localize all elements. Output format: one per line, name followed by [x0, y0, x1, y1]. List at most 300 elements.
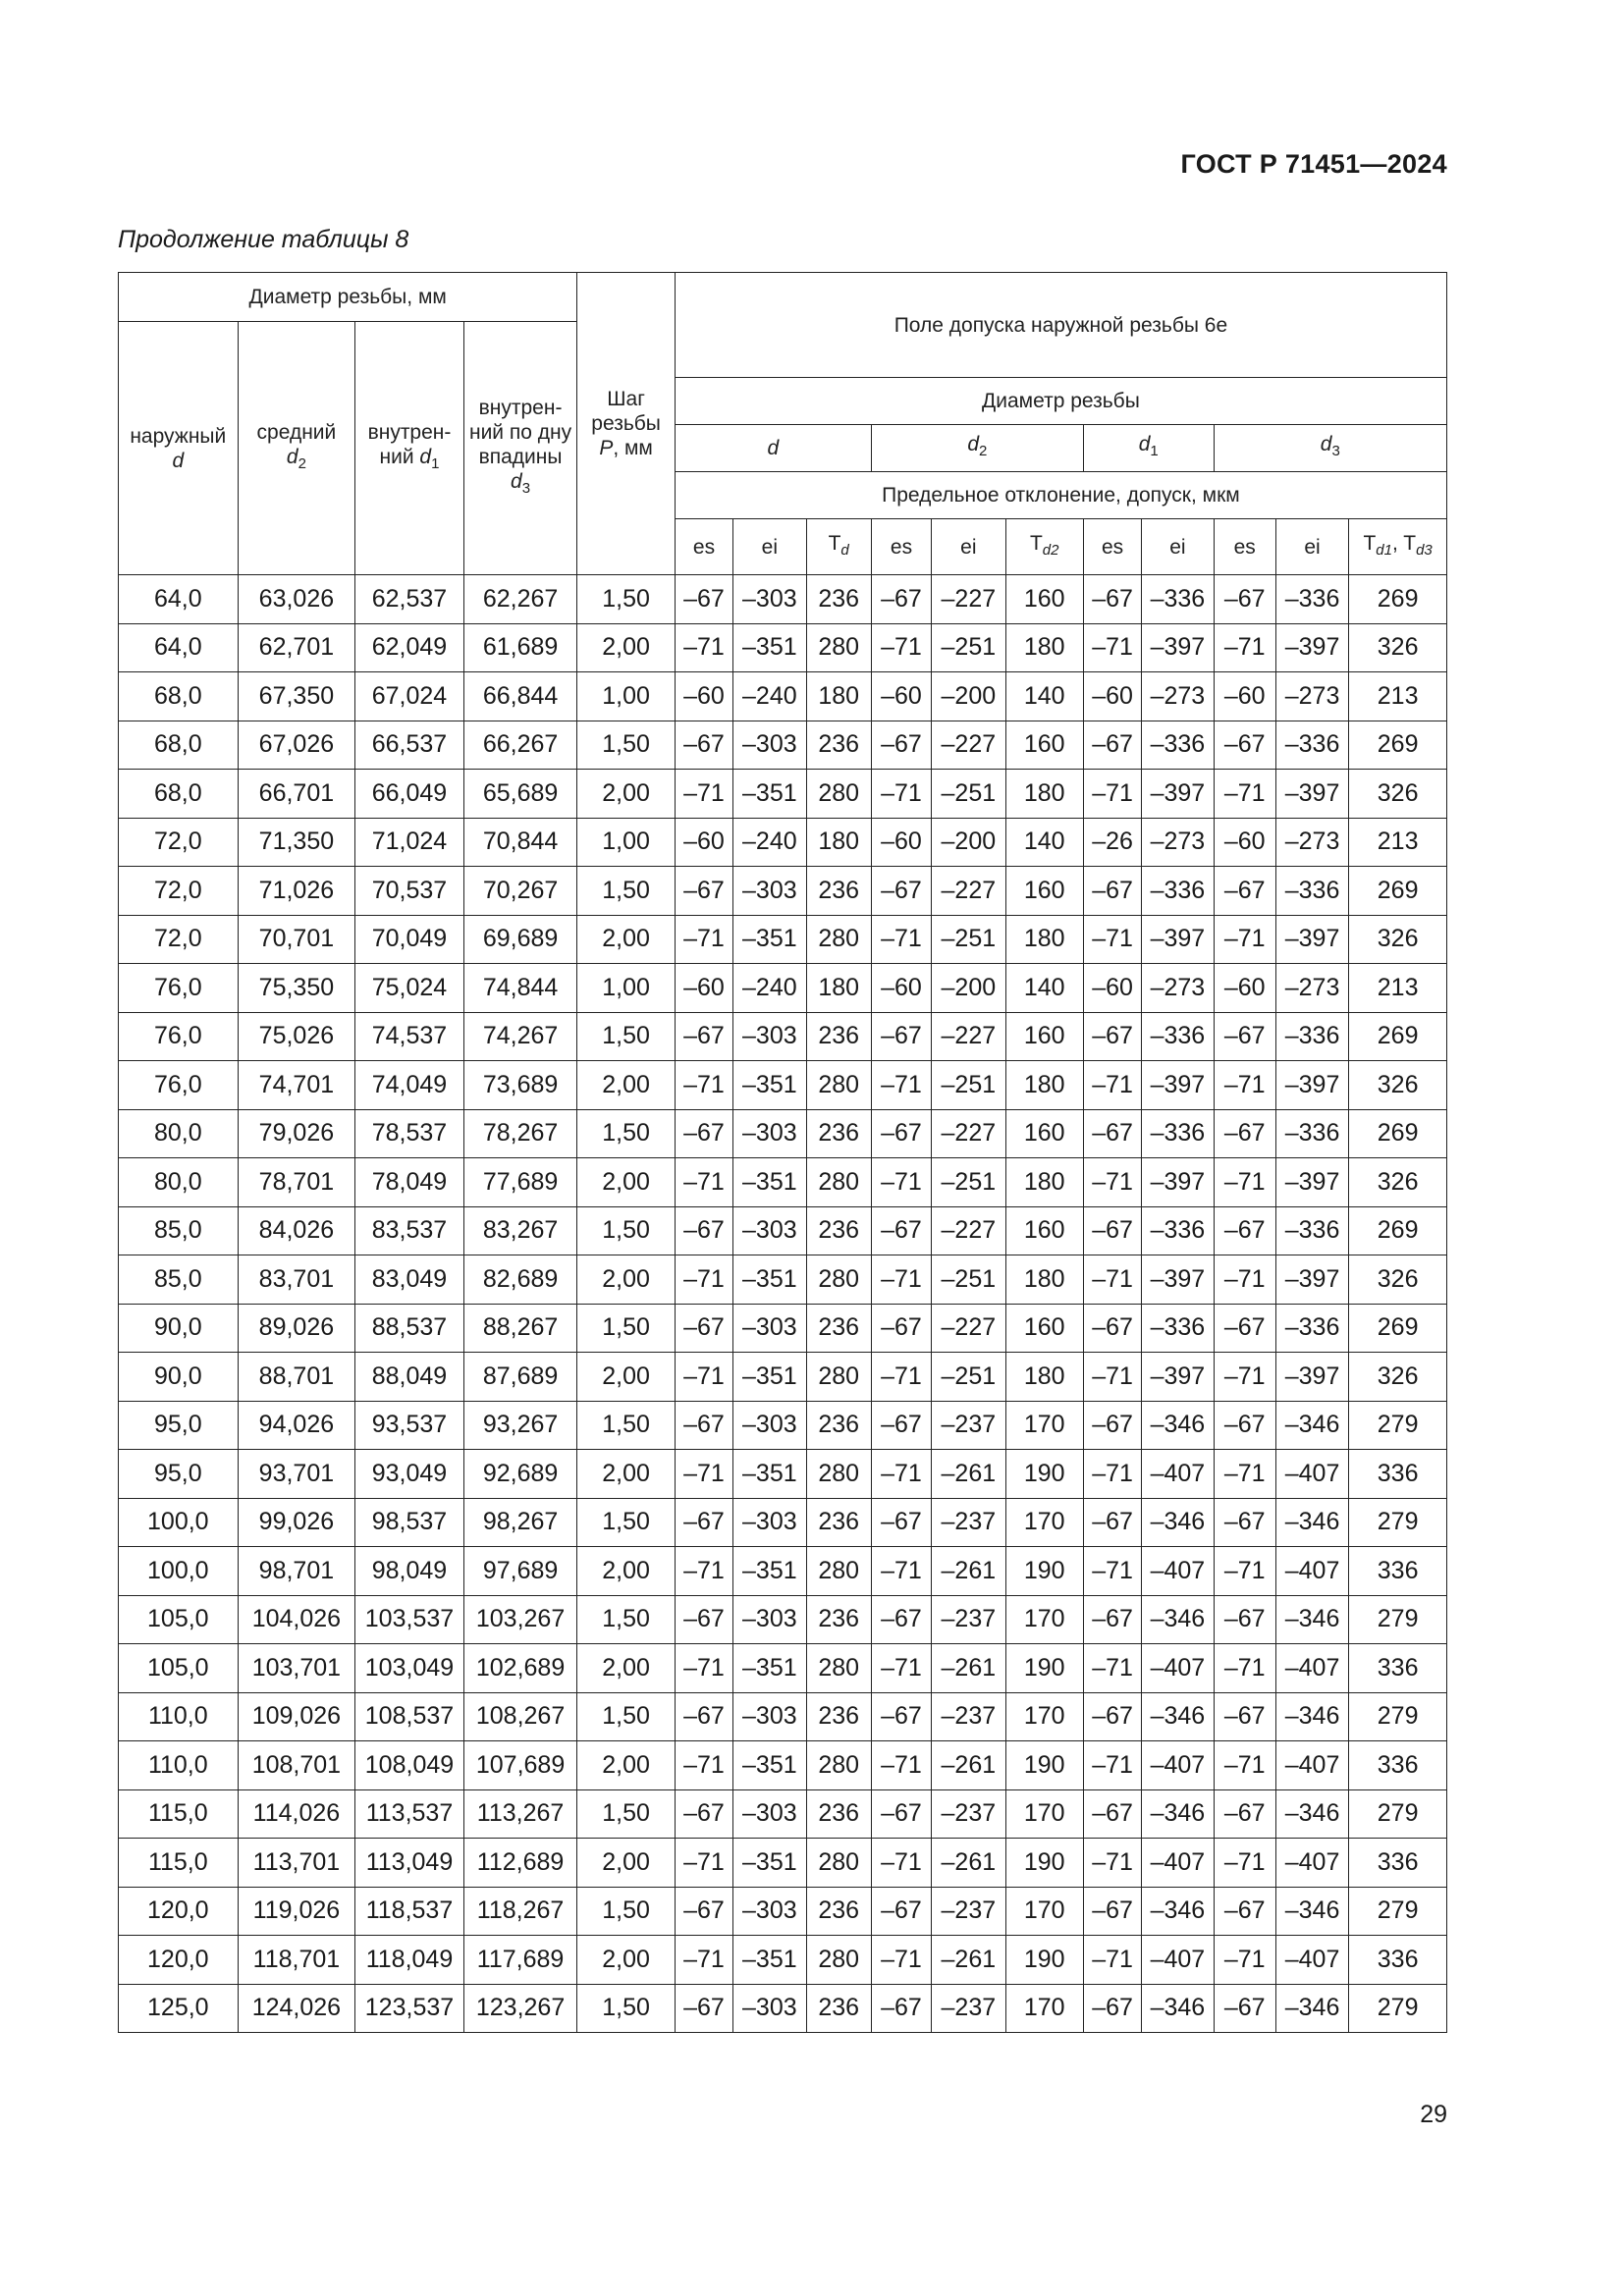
table-cell: –407 [1142, 1450, 1214, 1499]
table-cell: –237 [932, 1887, 1005, 1936]
table-cell: 103,267 [463, 1595, 577, 1644]
table-cell: 72,0 [119, 818, 239, 867]
table-cell: 336 [1349, 1547, 1447, 1596]
table-cell: 1,50 [577, 1789, 676, 1839]
table-cell: –303 [733, 721, 806, 770]
table-cell: –60 [871, 818, 931, 867]
header-middle-sub: 2 [298, 455, 306, 473]
table-cell: –237 [932, 1984, 1005, 2033]
table-cell: 67,350 [238, 672, 355, 721]
table-cell: –336 [1142, 721, 1214, 770]
table-cell: –67 [675, 1692, 732, 1741]
table-cell: –351 [733, 1644, 806, 1693]
header-col-d2-symbol: d [967, 433, 980, 456]
table-cell: –71 [675, 1255, 732, 1305]
table-row [119, 915, 1447, 964]
table-cell: 336 [1349, 1839, 1447, 1888]
table-cell: 1,50 [577, 1401, 676, 1450]
table-cell: –67 [871, 1498, 931, 1547]
table-row [119, 964, 1447, 1013]
header-T-sub: d [840, 542, 849, 560]
table-cell: 68,0 [119, 770, 239, 819]
table-cell: –71 [871, 770, 931, 819]
table-cell: –397 [1142, 770, 1214, 819]
table-cell: –240 [733, 672, 806, 721]
table-cell: 236 [806, 1887, 871, 1936]
table-cell: –351 [733, 1353, 806, 1402]
table-cell: 326 [1349, 1061, 1447, 1110]
table-cell: –71 [1214, 1061, 1275, 1110]
table-cell: –60 [675, 672, 732, 721]
table-cell: 140 [1005, 818, 1083, 867]
table-cell: –67 [675, 1498, 732, 1547]
table-cell: 83,537 [355, 1206, 464, 1255]
table-cell: –336 [1275, 867, 1348, 916]
table-cell: 105,0 [119, 1595, 239, 1644]
table-row [119, 1692, 1447, 1741]
header-T-letter: T [828, 531, 841, 555]
table-cell: –67 [675, 1109, 732, 1158]
table-cell: –397 [1142, 915, 1214, 964]
table-cell: 125,0 [119, 1984, 239, 2033]
table-cell: 93,267 [463, 1401, 577, 1450]
table-cell: 269 [1349, 721, 1447, 770]
table-cell: –351 [733, 1158, 806, 1207]
table-cell: –71 [1214, 1839, 1275, 1888]
table-cell: –67 [1083, 1206, 1141, 1255]
table-cell: –346 [1275, 1595, 1348, 1644]
header-d1-ei: ei [1142, 519, 1214, 575]
table-cell: 180 [1005, 623, 1083, 672]
table-cell: –60 [675, 964, 732, 1013]
header-pitch [577, 273, 676, 575]
table-cell: 74,267 [463, 1012, 577, 1061]
table-cell: –397 [1142, 1353, 1214, 1402]
table-cell: –351 [733, 770, 806, 819]
table-cell: –346 [1142, 1789, 1214, 1839]
table-cell: 269 [1349, 1012, 1447, 1061]
header-col-d1-sub: 1 [1150, 443, 1159, 460]
table-cell: –67 [1214, 1887, 1275, 1936]
table-row [119, 721, 1447, 770]
table-cell: 140 [1005, 672, 1083, 721]
table-cell: 160 [1005, 721, 1083, 770]
table-cell: 100,0 [119, 1498, 239, 1547]
table-cell: –336 [1275, 1012, 1348, 1061]
table-cell: –67 [1214, 1109, 1275, 1158]
header-outer-symbol: d [172, 449, 185, 472]
table-cell: –351 [733, 1839, 806, 1888]
table-cell: 107,689 [463, 1741, 577, 1790]
table-row [119, 1061, 1447, 1110]
table-cell: 115,0 [119, 1839, 239, 1888]
table-cell: –303 [733, 1206, 806, 1255]
table-cell: –71 [871, 1936, 931, 1985]
table-cell: 113,701 [238, 1839, 355, 1888]
table-cell: 69,689 [463, 915, 577, 964]
table-cell: 1,50 [577, 1692, 676, 1741]
table-cell: –227 [932, 575, 1005, 624]
table-cell: –200 [932, 964, 1005, 1013]
table-cell: –407 [1275, 1644, 1348, 1693]
table-cell: 98,537 [355, 1498, 464, 1547]
table-cell: –397 [1142, 1061, 1214, 1110]
table-cell: 269 [1349, 1109, 1447, 1158]
table-cell: –303 [733, 1692, 806, 1741]
header-T-letter: T [1029, 531, 1043, 555]
table-cell: 1,50 [577, 1206, 676, 1255]
table-cell: –67 [1214, 1206, 1275, 1255]
table-cell: 78,701 [238, 1158, 355, 1207]
table-cell: 2,00 [577, 1061, 676, 1110]
table-cell: 326 [1349, 1353, 1447, 1402]
table-cell: 70,049 [355, 915, 464, 964]
table-row [119, 1984, 1447, 2033]
table-cell: 85,0 [119, 1255, 239, 1305]
table-cell: 236 [806, 1595, 871, 1644]
table-cell: 236 [806, 1692, 871, 1741]
table-cell: –71 [675, 1839, 732, 1888]
table-cell: 280 [806, 915, 871, 964]
table-cell: 170 [1005, 1401, 1083, 1450]
table-cell: –67 [871, 575, 931, 624]
table-cell: –67 [871, 1789, 931, 1839]
table-cell: 110,0 [119, 1741, 239, 1790]
table-cell: 2,00 [577, 1450, 676, 1499]
table-cell: –336 [1142, 1206, 1214, 1255]
table-cell: 1,50 [577, 1595, 676, 1644]
table-row [119, 1644, 1447, 1693]
table-cell: 180 [1005, 770, 1083, 819]
table-cell: 117,689 [463, 1936, 577, 1985]
table-cell: 100,0 [119, 1547, 239, 1596]
table-cell: –71 [871, 1353, 931, 1402]
table-cell: 326 [1349, 623, 1447, 672]
table-cell: 78,537 [355, 1109, 464, 1158]
table-cell: 280 [806, 1450, 871, 1499]
table-cell: –67 [871, 1304, 931, 1353]
table-cell: 236 [806, 1109, 871, 1158]
table-cell: –407 [1275, 1741, 1348, 1790]
standard-number: ГОСТ Р 71451—2024 [1180, 149, 1447, 179]
table-cell: –67 [675, 1595, 732, 1644]
table-cell: 279 [1349, 1595, 1447, 1644]
table-cell: 68,0 [119, 672, 239, 721]
table-cell: 2,00 [577, 1644, 676, 1693]
table-cell: –336 [1142, 1109, 1214, 1158]
table-cell: –397 [1275, 623, 1348, 672]
table-cell: –71 [871, 1644, 931, 1693]
header-d-ei: ei [733, 519, 806, 575]
header-col-d1-symbol: d [1138, 433, 1151, 456]
table-cell: 180 [1005, 1158, 1083, 1207]
table-cell: 120,0 [119, 1887, 239, 1936]
table-cell: 123,537 [355, 1984, 464, 2033]
table-cell: –67 [871, 1887, 931, 1936]
table-cell: 70,844 [463, 818, 577, 867]
header-root-symbol: d [511, 469, 522, 493]
table-cell: –67 [871, 867, 931, 916]
table-cell: 90,0 [119, 1353, 239, 1402]
table-cell: –200 [932, 818, 1005, 867]
table-cell: –251 [932, 1353, 1005, 1402]
table-cell: –227 [932, 1109, 1005, 1158]
table-cell: –273 [1275, 964, 1348, 1013]
header-comma: , [1391, 531, 1404, 555]
table-cell: –261 [932, 1450, 1005, 1499]
table-cell: 2,00 [577, 1547, 676, 1596]
table-cell: 88,701 [238, 1353, 355, 1402]
table-cell: 180 [806, 672, 871, 721]
table-cell: –336 [1142, 575, 1214, 624]
table-cell: –303 [733, 1401, 806, 1450]
table-cell: –67 [675, 1984, 732, 2033]
header-inner-label: внутрен-ний [367, 420, 452, 468]
table-cell: –71 [675, 1158, 732, 1207]
table-cell: –71 [871, 1450, 931, 1499]
table-cell: 98,701 [238, 1547, 355, 1596]
header-middle [238, 322, 355, 575]
table-cell: 170 [1005, 1692, 1083, 1741]
table-cell: –261 [932, 1644, 1005, 1693]
table-cell: –67 [675, 1401, 732, 1450]
table-cell: –251 [932, 623, 1005, 672]
table-cell: 326 [1349, 1158, 1447, 1207]
table-cell: 1,00 [577, 818, 676, 867]
table-cell: –67 [1214, 1984, 1275, 2033]
header-pitch-label: Шаг резьбы [591, 388, 661, 435]
table-row [119, 1109, 1447, 1158]
table-cell: –71 [1083, 1450, 1141, 1499]
table-cell: 1,50 [577, 1109, 676, 1158]
table-cell: 280 [806, 1353, 871, 1402]
table-cell: 77,689 [463, 1158, 577, 1207]
table-cell: –397 [1275, 915, 1348, 964]
table-cell: 236 [806, 1012, 871, 1061]
table-cell: –346 [1142, 1498, 1214, 1547]
table-cell: –71 [871, 623, 931, 672]
table-cell: 124,026 [238, 1984, 355, 2033]
table-cell: 115,0 [119, 1789, 239, 1839]
table-row [119, 1887, 1447, 1936]
table-cell: –251 [932, 770, 1005, 819]
header-col-d3-sub: 3 [1331, 443, 1340, 460]
table-cell: –303 [733, 1304, 806, 1353]
table-cell: 87,689 [463, 1353, 577, 1402]
table-cell: 213 [1349, 964, 1447, 1013]
table-cell: –397 [1142, 623, 1214, 672]
table-cell: –351 [733, 915, 806, 964]
table-cell: –67 [871, 1984, 931, 2033]
table-cell: 65,689 [463, 770, 577, 819]
table-cell: –67 [675, 867, 732, 916]
table-cell: –346 [1142, 1401, 1214, 1450]
table-cell: 75,024 [355, 964, 464, 1013]
table-cell: –67 [675, 1887, 732, 1936]
table-cell: –67 [1083, 1595, 1141, 1644]
table-cell: –227 [932, 721, 1005, 770]
table-cell: 63,026 [238, 575, 355, 624]
table-cell: –351 [733, 1255, 806, 1305]
table-cell: –303 [733, 1012, 806, 1061]
table-cell: –71 [871, 1255, 931, 1305]
table-cell: –251 [932, 1255, 1005, 1305]
table-cell: 170 [1005, 1789, 1083, 1839]
table-cell: 236 [806, 1401, 871, 1450]
table-cell: 236 [806, 1304, 871, 1353]
table-cell: 180 [1005, 1353, 1083, 1402]
table-cell: 1,50 [577, 721, 676, 770]
table-cell: –227 [932, 1012, 1005, 1061]
table-cell: –303 [733, 1595, 806, 1644]
header-middle-symbol: d [286, 445, 298, 468]
table-cell: 112,689 [463, 1839, 577, 1888]
table-row [119, 575, 1447, 624]
table-cell: –67 [675, 1206, 732, 1255]
table-cell: 61,689 [463, 623, 577, 672]
table-row [119, 1353, 1447, 1402]
header-col-d [675, 425, 871, 472]
table-cell: –261 [932, 1839, 1005, 1888]
header-d-es: es [675, 519, 732, 575]
table-cell: 180 [1005, 1255, 1083, 1305]
table-cell: 103,701 [238, 1644, 355, 1693]
table-cell: –303 [733, 1109, 806, 1158]
table-cell: 1,50 [577, 1304, 676, 1353]
table-cell: –407 [1142, 1547, 1214, 1596]
table-cell: 92,689 [463, 1450, 577, 1499]
header-deviation: Предельное отклонение, допуск, мкм [675, 472, 1446, 519]
table-cell: 99,026 [238, 1498, 355, 1547]
table-cell: –336 [1275, 1304, 1348, 1353]
table-cell: 62,049 [355, 623, 464, 672]
table-cell: –71 [675, 1061, 732, 1110]
table-cell: 1,00 [577, 964, 676, 1013]
table-cell: 279 [1349, 1692, 1447, 1741]
table-cell: 78,267 [463, 1109, 577, 1158]
table-cell: –407 [1142, 1839, 1214, 1888]
table-cell: 108,537 [355, 1692, 464, 1741]
table-caption: Продолжение таблицы 8 [118, 226, 409, 253]
table-cell: 269 [1349, 1206, 1447, 1255]
table-cell: –346 [1275, 1887, 1348, 1936]
table-cell: 170 [1005, 1498, 1083, 1547]
table-cell: 74,844 [463, 964, 577, 1013]
table-cell: –407 [1275, 1547, 1348, 1596]
header-outer-label: наружный [130, 424, 227, 448]
table-cell: 236 [806, 575, 871, 624]
table-cell: 280 [806, 1255, 871, 1305]
table-cell: –67 [1083, 1401, 1141, 1450]
table-cell: –67 [1214, 721, 1275, 770]
table-cell: –273 [1275, 818, 1348, 867]
table-cell: –67 [1214, 867, 1275, 916]
table-row [119, 1741, 1447, 1790]
table-cell: –67 [675, 575, 732, 624]
table-cell: –71 [871, 1839, 931, 1888]
table-cell: 113,537 [355, 1789, 464, 1839]
table-cell: –67 [1083, 575, 1141, 624]
header-col-d-symbol: d [767, 437, 780, 459]
table-cell: –71 [1214, 1741, 1275, 1790]
table-cell: –67 [1214, 1595, 1275, 1644]
table-cell: –67 [871, 721, 931, 770]
table-cell: –67 [675, 1304, 732, 1353]
table-cell: –237 [932, 1401, 1005, 1450]
table-cell: –71 [1083, 1061, 1141, 1110]
header-inner-symbol: d [419, 445, 432, 468]
table-cell: –60 [871, 672, 931, 721]
table-cell: 2,00 [577, 1255, 676, 1305]
table-cell: 72,0 [119, 867, 239, 916]
table-cell: –273 [1142, 672, 1214, 721]
table-cell: 88,049 [355, 1353, 464, 1402]
table-cell: –67 [1083, 1304, 1141, 1353]
table-row [119, 1450, 1447, 1499]
table-cell: 103,049 [355, 1644, 464, 1693]
table-cell: –60 [675, 818, 732, 867]
table-cell: 108,267 [463, 1692, 577, 1741]
table-cell: –67 [1214, 1401, 1275, 1450]
table-cell: –71 [1214, 1936, 1275, 1985]
table-cell: –71 [1214, 1547, 1275, 1596]
table-cell: 83,701 [238, 1255, 355, 1305]
table-cell: –60 [1214, 964, 1275, 1013]
table-cell: 160 [1005, 1012, 1083, 1061]
table-cell: 336 [1349, 1644, 1447, 1693]
header-d2-es: es [871, 519, 931, 575]
table-cell: 102,689 [463, 1644, 577, 1693]
table-cell: 170 [1005, 1595, 1083, 1644]
table-cell: –67 [1083, 1887, 1141, 1936]
table-cell: –407 [1142, 1741, 1214, 1790]
table-cell: –67 [675, 721, 732, 770]
table-cell: 180 [1005, 915, 1083, 964]
table-cell: –273 [1275, 672, 1348, 721]
table-cell: 160 [1005, 1109, 1083, 1158]
table-cell: –251 [932, 1158, 1005, 1207]
header-pitch-symbol: P [599, 437, 614, 459]
table-cell: 190 [1005, 1547, 1083, 1596]
table-cell: 160 [1005, 1206, 1083, 1255]
table-cell: 95,0 [119, 1401, 239, 1450]
table-cell: –227 [932, 1304, 1005, 1353]
table-cell: 2,00 [577, 1839, 676, 1888]
table-cell: –67 [1083, 1984, 1141, 2033]
table-cell: 108,701 [238, 1741, 355, 1790]
table-cell: –67 [1083, 1012, 1141, 1061]
table-cell: –200 [932, 672, 1005, 721]
table-cell: 336 [1349, 1450, 1447, 1499]
table-cell: 83,267 [463, 1206, 577, 1255]
table-cell: 279 [1349, 1984, 1447, 2033]
header-root-sub: 3 [521, 480, 531, 498]
table-cell: 66,537 [355, 721, 464, 770]
table-row [119, 1401, 1447, 1450]
table-cell: –60 [1083, 964, 1141, 1013]
table-cell: –67 [1083, 1789, 1141, 1839]
table-cell: 70,701 [238, 915, 355, 964]
table-cell: –397 [1275, 770, 1348, 819]
table-cell: –67 [1083, 1109, 1141, 1158]
table-cell: –336 [1275, 1206, 1348, 1255]
table-cell: 73,689 [463, 1061, 577, 1110]
table-cell: 75,350 [238, 964, 355, 1013]
table-row [119, 1206, 1447, 1255]
header-middle-label: средний [256, 420, 337, 444]
table-cell: 2,00 [577, 1936, 676, 1985]
table-cell: 236 [806, 1206, 871, 1255]
